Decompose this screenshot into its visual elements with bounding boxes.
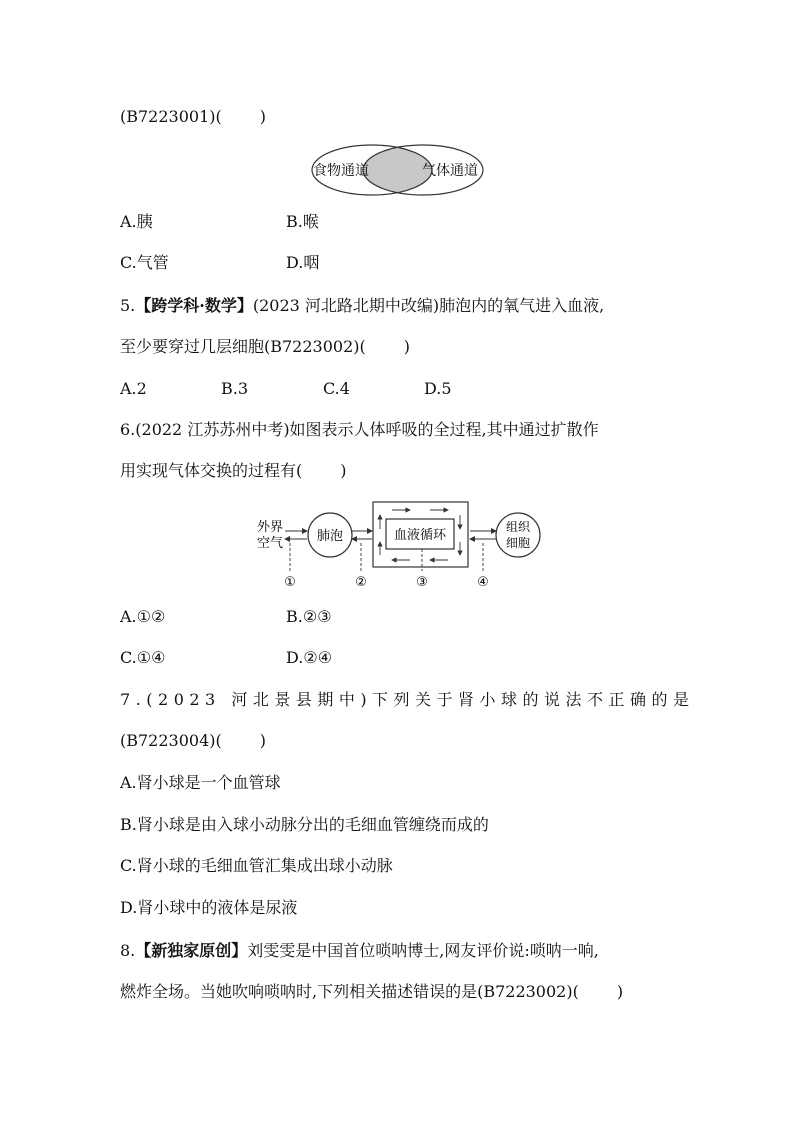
q8-number: 8.	[120, 941, 136, 960]
marker-2: ②	[355, 575, 367, 590]
q6-line-1	[120, 420, 599, 440]
q5-option-b: B.3	[221, 379, 249, 398]
q7-option-c: C.肾小球的毛细血管汇集成出球小动脉	[120, 856, 393, 875]
q5-number: 5.	[120, 296, 136, 315]
q6-option-c: C.①④	[120, 648, 166, 667]
q7-stem-1: 7.(2023 河北景县期中)下列关于肾小球的说法不正确的是	[120, 690, 695, 709]
q6-option-a: A.①②	[120, 607, 166, 626]
q6-stem-1: 6.(2022 江苏苏州中考)如图表示人体呼吸的全过程,其中通过扩散作	[120, 420, 599, 439]
q5-option-c: C.4	[323, 379, 350, 398]
q8-line-2	[120, 982, 623, 1002]
q4-code-line	[120, 107, 266, 127]
q5-tag: 【跨学科·数学】	[135, 296, 253, 315]
q5-option-a: A.2	[120, 379, 147, 398]
q6-line-2	[120, 461, 347, 481]
marker-3: ③	[416, 575, 428, 590]
q5-line-1	[120, 296, 604, 316]
alveoli-label: 肺泡	[316, 529, 344, 544]
q7-option-d: D.肾小球中的液体是尿液	[120, 898, 298, 917]
q7-option-a: A.肾小球是一个血管球	[120, 773, 281, 792]
q5-stem-1: (2023 河北路北期中改编)肺泡内的氧气进入血液,	[252, 296, 605, 315]
q8-close-paren: )	[616, 982, 624, 1001]
venn-diagram	[0, 140, 794, 200]
q6-option-b: B.②③	[286, 607, 332, 626]
respiration-diagram	[0, 497, 794, 592]
q4-close-paren: )	[259, 107, 266, 126]
tissue-label-1: 组织	[505, 520, 531, 534]
outside-air-label-1: 外界	[256, 520, 284, 535]
q6-stem-2: 用实现气体交换的过程有(	[120, 461, 303, 480]
q4-code: (B7223001)(	[120, 107, 222, 126]
q7-line-1	[120, 690, 695, 710]
blood-circulation-label: 血液循环	[393, 528, 447, 543]
venn-right-label: 气体通道	[422, 163, 478, 179]
q6-option-d: D.②④	[286, 648, 333, 667]
marker-4: ④	[477, 575, 489, 590]
q5-stem-2: 至少要穿过几层细胞(B7223002)(	[120, 337, 366, 356]
q8-stem-2: 燃炸全场。当她吹响唢呐时,下列相关描述错误的是(B7223002)(	[120, 982, 579, 1001]
q8-stem-1: 刘雯雯是中国首位唢呐博士,网友评价说:唢呐一响,	[247, 941, 599, 960]
q8-line-1	[120, 941, 599, 961]
q4-option-b: B.喉	[286, 212, 319, 231]
tissue-label-2: 细胞	[505, 536, 531, 550]
q4-option-a: A.胰	[120, 212, 153, 231]
q4-option-d: D.咽	[286, 253, 320, 272]
q7-code: (B7223004)(	[120, 731, 222, 750]
marker-1: ①	[284, 575, 296, 590]
venn-left-label: 食物通道	[313, 163, 369, 179]
q5-line-2	[120, 337, 410, 357]
q7-option-b: B.肾小球是由入球小动脉分出的毛细血管缠绕而成的	[120, 815, 489, 834]
q6-close-paren: )	[340, 461, 347, 480]
q5-option-d: D.5	[424, 379, 452, 398]
q7-line-2	[120, 731, 266, 751]
q5-close-paren: )	[403, 337, 410, 356]
q8-tag: 【新独家原创】	[135, 941, 248, 960]
q7-close-paren: )	[259, 731, 266, 750]
q4-option-c: C.气管	[120, 253, 169, 272]
outside-air-label-2: 空气	[256, 536, 284, 551]
